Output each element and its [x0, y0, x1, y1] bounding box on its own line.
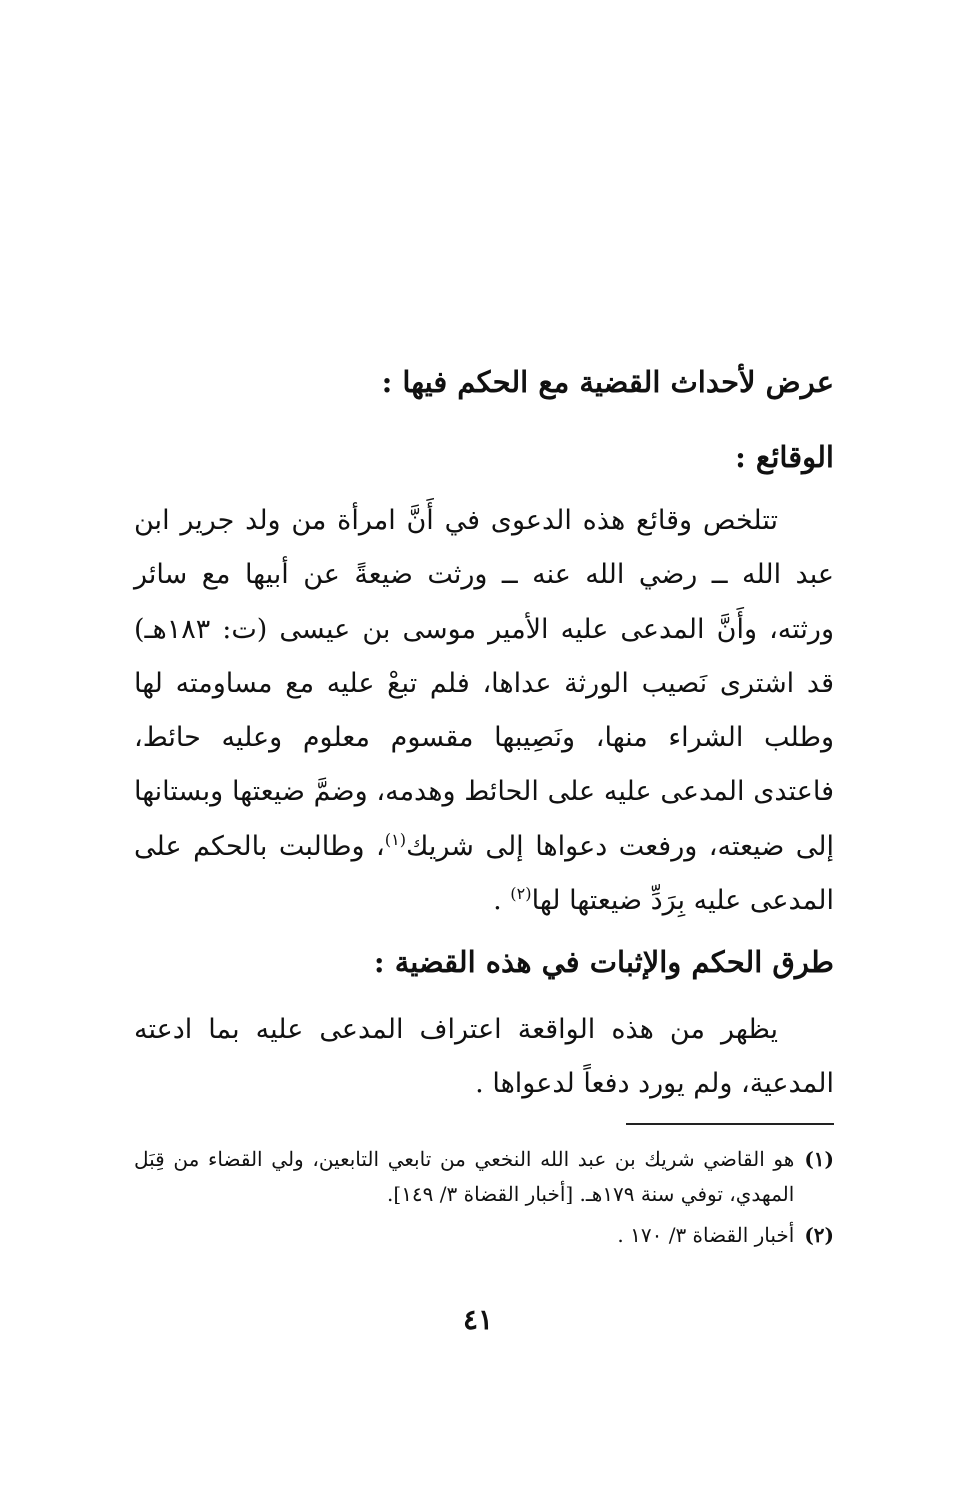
methods-paragraph: يظهر من هذه الواقعة اعتراف المدعى عليه بما ادعته المدعية، ولم يورد دفعاً لدعواها .: [134, 1014, 834, 1100]
footnote-text: هو القاضي شريك بن عبد الله النخعي من تابعي التابعين، ولي القضاء من قِبَل المهدي، توفي سنة ١٧٩هـ. [أخبار القضاة ٣/ ١٤٩].: [134, 1147, 795, 1206]
facts-text-part1: تتلخص وقائع هذه الدعوى في أَنَّ امرأة من ولد جرير ابن عبد الله ــ رضي الله عنه ــ ورثت ضيعةً عن أبيها مع سائر ورثته، وأَنَّ المدعى عليه الأمير موسى بن عيسى (ت: ١٨٣هـ) قد اشترى نَصيب الورثة عداها، فلم تبعْ عليه مع مساومته لها وطلب الشراء منها، ونَصِيبها مقسوم معلوم وعليه حائط، فاعتدى المدعى عليه على الحائط وهدمه، وضمَّ ضيعتها وبستانها إلى ضيعته، ورفعت دعواها إلى شريك: [134, 505, 834, 862]
facts-text-part2: ، وطالبت بالحكم على المدعى عليه بِرَدِّ ضيعتها لها: [134, 830, 834, 917]
section-title: عرض لأحداث القضية مع الحكم فيها :: [381, 365, 834, 399]
footnote-ref-1[interactable]: (١): [384, 829, 407, 849]
footnote-2: [134, 1218, 834, 1253]
facts-heading: الوقائع :: [735, 440, 834, 474]
facts-text-part3: .: [493, 885, 511, 917]
footnote-text: أخبار القضاة ٣/ ١٧٠ .: [617, 1223, 795, 1247]
footnote-ref-2[interactable]: (٢): [510, 884, 532, 904]
footnotes: [134, 1142, 834, 1259]
footnote-1: [134, 1142, 834, 1212]
footnote-number: (٢): [804, 1223, 834, 1247]
facts-paragraph: [134, 494, 834, 928]
page-number: ٤١: [462, 1303, 494, 1336]
footnote-number: (١): [804, 1147, 834, 1171]
footnote-divider: [626, 1123, 834, 1125]
methods-heading: طرق الحكم والإثبات في هذه القضية :: [373, 945, 834, 979]
